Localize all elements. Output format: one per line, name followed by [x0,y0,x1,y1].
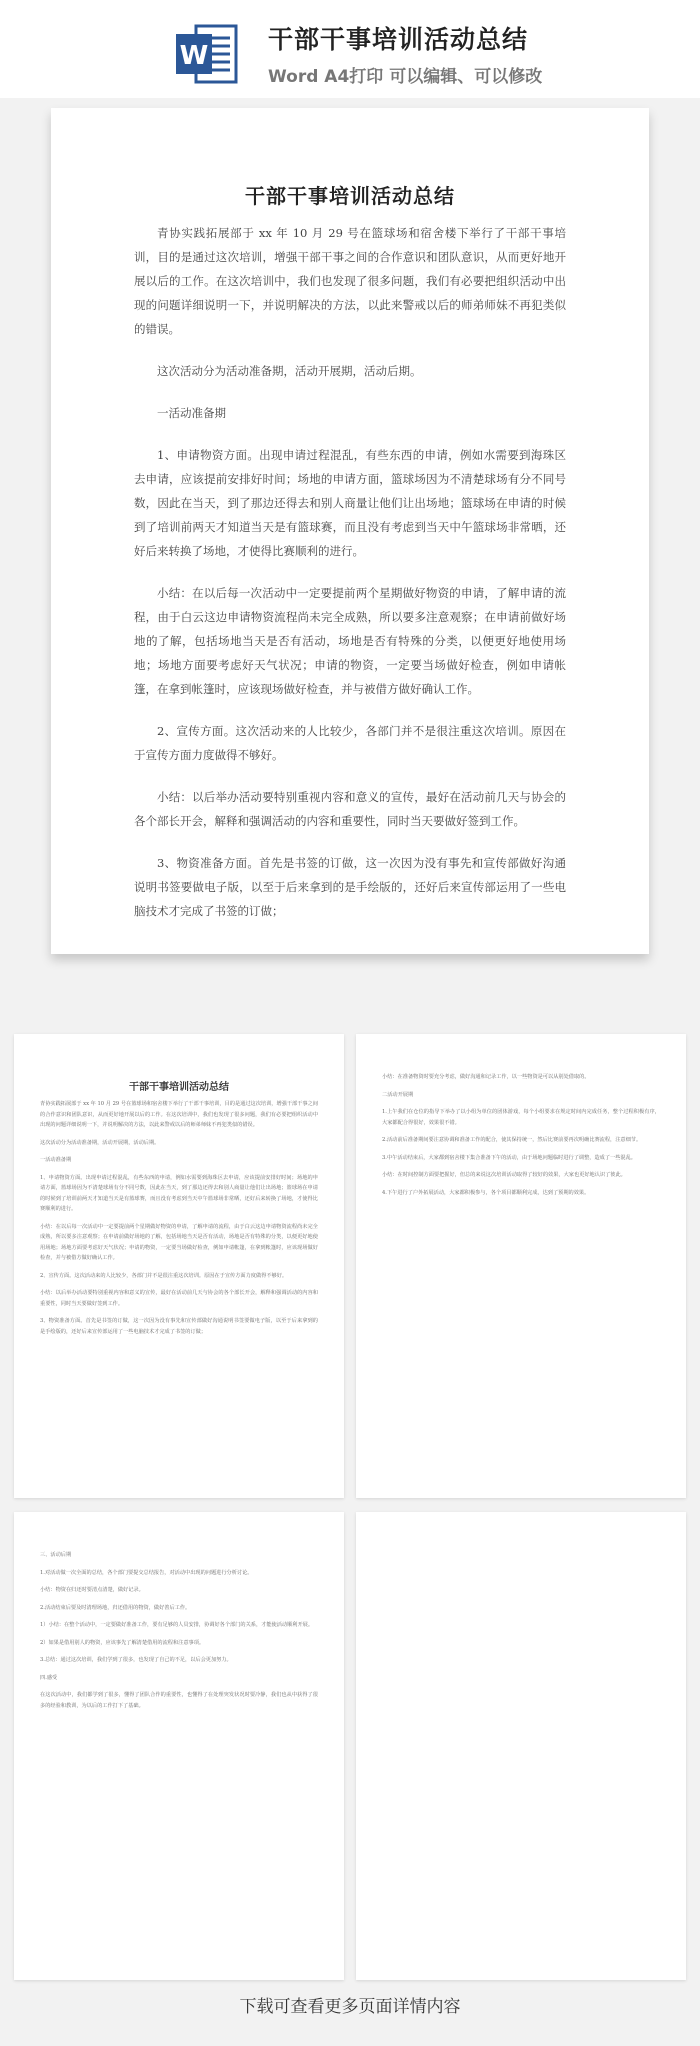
thumbnail-paragraph: 这次活动分为活动准备期，活动开展期，活动后期。 [40,1139,160,1146]
document-page-preview [51,108,649,954]
thumbnail-paragraph: 小结：以后举办活动要特别重视内容和意义的宣传，最好在活动前几天与协会的各个部长开会，解释和强调活动的内容和重要性，同时当天要做好签到工作。 [40,1290,318,1307]
thumbnail-paragraph: 3.中午活动结束后，大家都到宿舍楼下集合准备下午的活动，由于场地问题临时进行了调整，造成了一些混乱。 [382,1154,636,1161]
footer-download-hint[interactable]: 下载可查看更多页面详情内容 [239,1997,461,2017]
thumbnail-paragraph: 1）小结：在整个活动中，一定要做好准备工作，要有足够的人员安排，协调好各个部门的关系，才能使活动顺利开展。 [40,1622,314,1628]
page-thumbnail-3[interactable] [14,1512,344,1980]
thumbnail-paragraph: 四.感受 [40,1674,58,1681]
thumbnail-paragraph: 三、活动后期 [40,1552,72,1558]
paragraph: 青协实践拓展部于 xx 年 10 月 29 号在篮球场和宿舍楼下举行了干部干事培训，目的是通过这次培训，增强干部干事之间的合作意识和团队意识，从而更好地开展以后的工作。在这次培训中，我们也发现了很多问题，我们有必要把组织活动中出现的问题详细说明一下，并说明解决的方法，以此来警戒以后的师弟师妹不再犯类似的错误。 [134,226,566,336]
paragraph: 这次活动分为活动准备期，活动开展期，活动后期。 [157,364,422,378]
page-thumbnail-2[interactable] [356,1034,686,1498]
paragraph: 2、宣传方面。这次活动来的人比较少，各部门并不是很注重这次培训。原因在于宣传方面力度做得不够好。 [134,724,566,762]
thumbnail-paragraph: 小结：在准备物资时要充分考虑，做好沟通和记录工作，以一些物资是可以从别处借取的。 [382,1074,590,1080]
document-title: 干部干事培训活动总结 [245,184,455,208]
thumbnail-paragraph: 3、物资准备方面。首先是书签的订做，这一次因为没有事先和宣传部做好沟通说明书签要做电子版，以至于后来拿到的是手绘版的，还好后来宣传部运用了一些电脑技术才完成了书签的订做； [40,1318,318,1335]
page-thumbnail-1[interactable] [14,1034,344,1498]
thumbnail-paragraph: 2）如果是借用别人的物资，应该事先了解清楚借用的流程和注意事项。 [40,1639,205,1646]
thumbnail-paragraph: 小结：在时间控制方面要把握好，但总的来说这次培训活动取得了较好的效果，大家也更好地认识了彼此。 [382,1172,626,1178]
paragraph: 小结：以后举办活动要特别重视内容和意义的宣传，最好在活动前几天与协会的各个部长开会，解释和强调活动的内容和重要性，同时当天要做好签到工作。 [134,790,566,828]
paragraph: 小结：在以后每一次活动中一定要提前两个星期做好物资的申请，了解申请的流程，由于白云这边申请物资流程尚未完全成熟，所以要多注意观察；在申请前做好场地的了解，包括场地当天是否有活动，场地是否有特殊的分类，以便更好地使用场地；场地方面要考虑好天气状况；申请的物资，一定要当场做好检查，例如申请帐篷，在拿到帐篷时，应该现场做好检查，并与被借方做好确认工作。 [134,586,566,696]
svg-text:W: W [179,41,209,71]
paragraph: 1、申请物资方面。出现申请过程混乱，有些东西的申请，例如水需要到海珠区去申请，应该提前安排好时间；场地的申请方面，篮球场因为不清楚球场有分不同号数，因此在当天，到了那边还得去和别人商量让他们让出场地；篮球场在申请的时候到了培训前两天才知道当天是有篮球赛，而且没有考虑到当天中午篮球场非常晒，还好后来转换了场地，才使得比赛顺利的进行。 [134,448,566,558]
thumbnail-paragraph: 4.下午进行了户外拓展活动，大家都积极参与，各个项目都顺利完成，达到了预期的效果。 [382,1189,590,1196]
page-title: 干部干事培训活动总结 [268,25,529,54]
thumbnail-paragraph: 小结：在以后每一次活动中一定要提前两个星期做好物资的申请，了解申请的流程，由于白云这边申请物资流程尚未完全成熟，所以要多注意观察；在申请前做好场地的了解，包括场地当天是否有活动，场地是否有特殊的分类，以便更好地使用场地；场地方面要考虑好天气状况；申请的物资，一定要当场做好检查，例如申请帐篷，在拿到帐篷时，应该现场做好检查，并与被借方做好确认工作。 [40,1223,318,1261]
section-heading: 一活动准备期 [157,406,226,420]
thumbnail-paragraph: 2.活动前后准备期间要注意协调和准备工作的配合，使其保持统一，然后比赛前要再次明确比赛流程，注意细节。 [382,1137,642,1143]
thumbnail-paragraph: 2.活动结束后要及时清理场地，归还借用的物资，做好善后工作。 [40,1604,191,1611]
thumbnail-paragraph: 青协实践拓展部于 xx 年 10 月 29 号在篮球场和宿舍楼下举行了干部干事培训，目的是通过这次培训，增强干部干事之间的合作意识和团队意识，从而更好地开展以后的工作。在这次培训中，我们也发现了很多问题，我们有必要把组织活动中出现的问题详细说明一下，并说明解决的方法，以此来警戒以后的师弟师妹不再犯类似的错误。 [40,1101,318,1128]
thumbnail-title: 干部干事培训活动总结 [129,1082,229,1093]
thumbnail-paragraph: 1、申请物资方面。出现申请过程混乱，有些东西的申请，例如水需要到海珠区去申请，应该提前安排好时间；场地的申请方面，篮球场因为不清楚球场有分不同号数，因此在当天，到了那边还得去和别人商量让他们让出场地；篮球场在申请的时候到了培训前两天才知道当天是有篮球赛，而且没有考虑到当天中午篮球场非常晒，还好后来转换了场地，才使得比赛顺利的进行。 [40,1174,318,1212]
thumbnail-paragraph: 一活动准备期 [40,1157,72,1163]
thumbnail-paragraph: 小结：物资在归还时要清点清楚，做好记录。 [40,1587,144,1593]
paragraph: 3、物资准备方面。首先是书签的订做，这一次因为没有事先和宣传部做好沟通说明书签要做电子版，以至于后来拿到的是手绘版的，还好后来宣传部运用了一些电脑技术才完成了书签的订做； [134,856,566,918]
word-icon [176,22,238,86]
thumbnail-paragraph: 2、宣传方面。这次活动来的人比较少，各部门并不是很注重这次培训。原因在于宣传方面力度做得不够好。 [40,1272,288,1279]
page-subtitle: Word A4打印 可以编辑、可以修改 [268,67,543,87]
thumbnail-paragraph: 1.上午我们在仓位的指导下举办了以小组为单位的团体游戏，每个小组要求在规定时间内完成任务，整个过程积极有序，大家都配合得很好，效果很不错。 [382,1109,660,1126]
thumbnail-paragraph: 二活动开展期 [382,1091,414,1098]
page-thumbnail-4-blank[interactable] [356,1512,686,1980]
thumbnail-paragraph: 在这次活动中，我们都学到了很多，懂得了团队合作的重要性，也懂得了在处理突发状况时要冷静，我们也从中获得了很多的经验和教训，为以后的工作打下了基础。 [40,1692,318,1709]
header [0,0,700,98]
thumbnail-paragraph: 3.总结：通过这次培训，我们学到了很多，也发现了自己的不足，以后会更加努力。 [40,1657,232,1663]
thumbnail-paragraph: 1.对活动做一次全面的总结，各个部门要提交总结报告，对活动中出现的问题进行分析讨论。 [40,1569,253,1576]
